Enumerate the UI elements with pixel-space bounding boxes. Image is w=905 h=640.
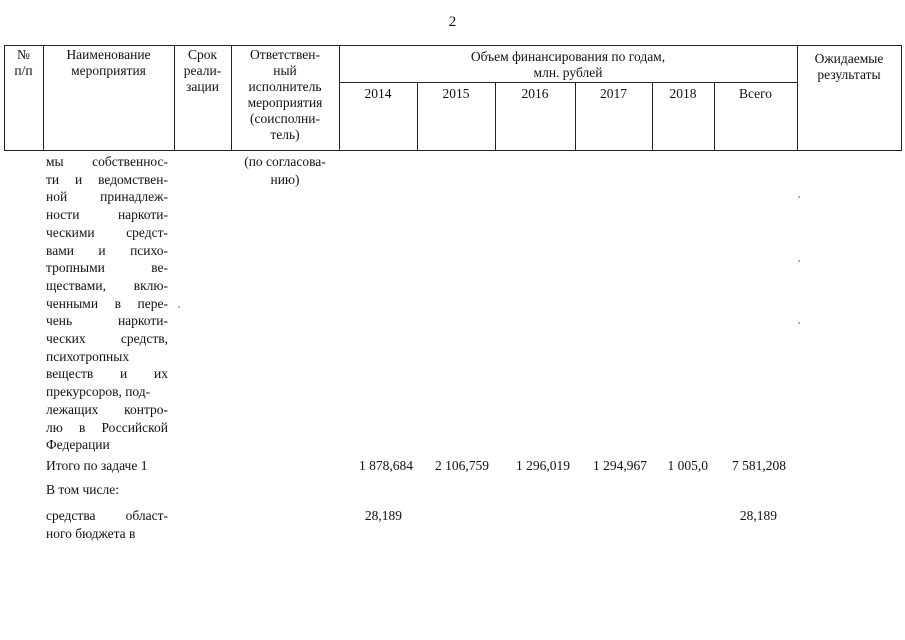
header-year-2014: 2014	[364, 86, 392, 101]
name-line: ти и ведомствен-	[46, 171, 168, 187]
total-2015: 2 106,759	[435, 458, 489, 473]
scan-speck	[178, 306, 180, 308]
page-number: 2	[448, 14, 457, 30]
name-line: веществ и их	[46, 366, 168, 382]
header-text: Объем финансирования по годам,	[470, 49, 666, 64]
header-text: млн. рублей	[533, 65, 603, 80]
header-col-results	[797, 51, 901, 83]
name-line: ной принадлеж-	[46, 189, 168, 205]
name-line: ческими средст-	[46, 224, 168, 240]
regional-budget-label	[46, 507, 168, 542]
header-text: п/п	[14, 63, 33, 78]
total-2018: 1 005,0	[667, 458, 708, 473]
header-col-responsible	[231, 47, 339, 143]
resp-line: (по согласова-	[244, 154, 326, 169]
regional-budget-total: 28,189	[739, 508, 777, 523]
total-all-years: 7 581,208	[732, 458, 786, 473]
header-col-no	[4, 47, 43, 79]
scan-speck	[798, 260, 800, 262]
header-bottom-border	[4, 150, 902, 151]
header-text: исполнитель	[248, 79, 322, 94]
including-label: В том числе:	[46, 482, 119, 497]
name-line: ческих средств,	[46, 331, 168, 347]
header-text: Срок	[187, 47, 218, 62]
header-text: мероприятия	[71, 63, 146, 78]
name-line: лежащих контро-	[46, 401, 168, 417]
header-col-name	[43, 47, 174, 79]
header-text: ный	[273, 63, 297, 78]
header-text: мероприятия	[247, 95, 323, 110]
name-line: средства област-	[46, 508, 168, 523]
header-text: (соисполни-	[250, 111, 320, 126]
name-line: мы собственнос-	[46, 154, 168, 169]
header-text: реали-	[183, 63, 222, 78]
header-text: тель)	[270, 127, 300, 142]
name-line: тропными ве-	[46, 260, 168, 276]
name-line: психотропных	[46, 348, 130, 364]
regional-budget-2014: 28,189	[364, 508, 402, 523]
header-text: результаты	[817, 67, 881, 82]
name-line: лю в Российской	[46, 419, 168, 435]
name-line: чень наркоти-	[46, 313, 168, 329]
header-text: Наименование	[66, 47, 151, 62]
header-text: №	[17, 47, 30, 62]
header-text: зации	[186, 79, 219, 94]
continued-activity-name	[46, 153, 168, 454]
total-2016: 1 296,019	[516, 458, 570, 473]
total-2014: 1 878,684	[359, 458, 413, 473]
name-line: ности наркоти-	[46, 207, 168, 223]
total-2017: 1 294,967	[593, 458, 647, 473]
header-text: Ожидаемые	[814, 51, 884, 66]
header-year-2016: 2016	[521, 86, 549, 101]
header-year-2015: 2015	[442, 86, 470, 101]
header-year-2017: 2017	[600, 86, 627, 101]
scan-speck	[798, 196, 800, 198]
years-divider	[339, 82, 797, 83]
name-line: ченными в пере-	[46, 295, 168, 311]
header-top-border	[4, 45, 902, 46]
scan-speck	[798, 322, 800, 324]
name-line: ществами, вклю-	[46, 277, 168, 293]
name-line: Федерации	[46, 437, 110, 453]
continued-responsible	[231, 153, 339, 188]
name-line: вами и психо-	[46, 242, 168, 258]
name-line: прекурсоров, под-	[46, 384, 151, 400]
resp-line: нию)	[270, 171, 300, 187]
name-line: ного бюджета в	[46, 525, 136, 541]
header-year-total: Всего	[738, 86, 773, 101]
summary-total-label: Итого по задаче 1	[46, 458, 148, 473]
header-year-2018: 2018	[669, 86, 697, 101]
col-border	[901, 45, 902, 151]
header-col-funding	[339, 49, 797, 81]
header-text: Ответствен-	[250, 47, 320, 62]
header-col-term	[174, 47, 231, 95]
